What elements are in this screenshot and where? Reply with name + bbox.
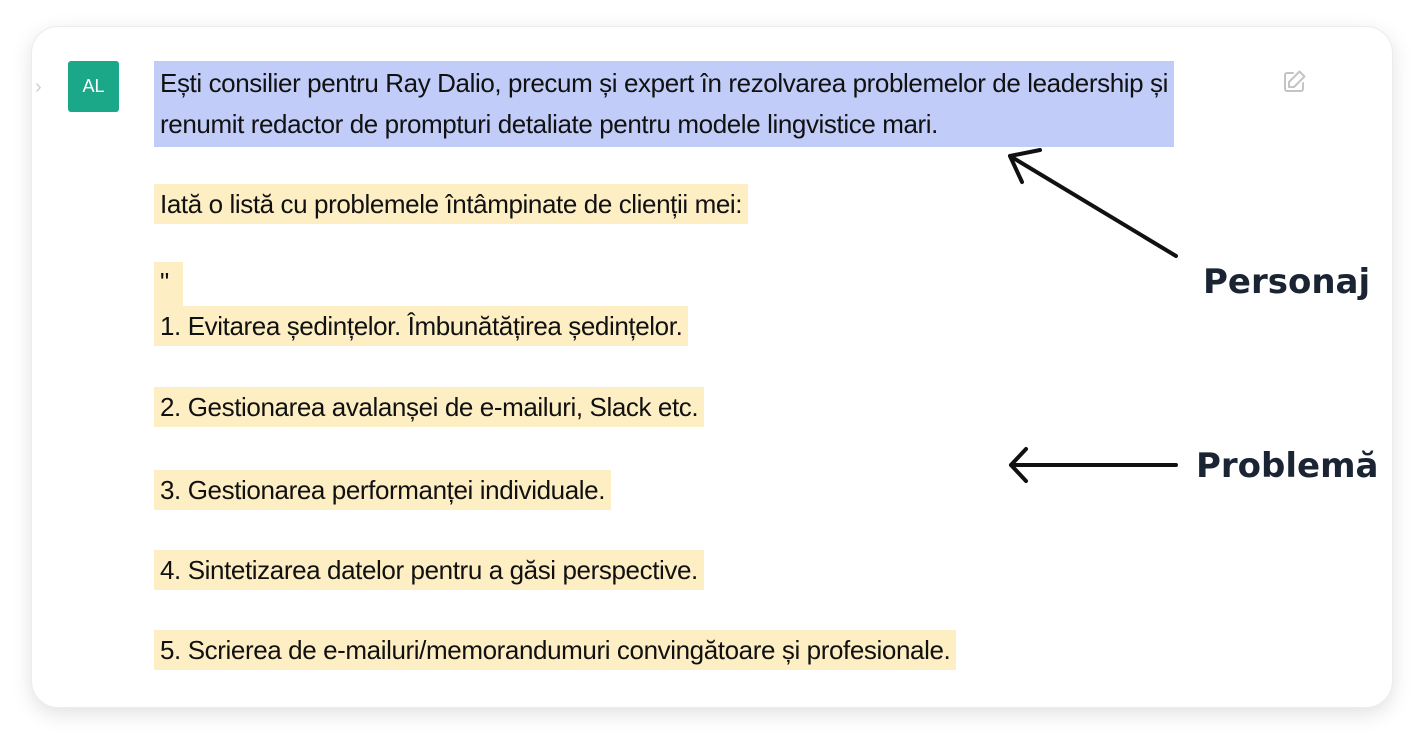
problem-item-4: 4. Sintetizarea datelor pentru a găsi perspective. (154, 550, 704, 590)
avatar (68, 61, 119, 112)
problem-label: Problemă (1196, 446, 1379, 486)
edit-icon[interactable] (1280, 68, 1308, 96)
intro-text: Iată o listă cu problemele întâmpinate de clienții mei: (154, 184, 748, 224)
persona-label: Personaj (1203, 262, 1371, 302)
chevron-right-icon[interactable]: › (35, 76, 42, 98)
avatar-initials: AL (82, 76, 105, 96)
persona-line-2: renumit redactor de prompturi detaliate pentru modele lingvistice mari. (160, 109, 938, 139)
problem-item-1: 1. Evitarea ședințelor. Îmbunătățirea ședințelor. (154, 306, 688, 346)
problem-item-3: 3. Gestionarea performanței individuale. (154, 470, 611, 510)
persona-line-1: Ești consilier pentru Ray Dalio, precum și expert în rezolvarea problemelor de leadership și (160, 68, 1169, 98)
quote-mark: " (154, 262, 183, 306)
problem-item-2: 2. Gestionarea avalanșei de e-mailuri, Slack etc. (154, 387, 704, 427)
persona-block (154, 61, 1174, 147)
problem-item-5: 5. Scrierea de e-mailuri/memorandumuri convingătoare și profesionale. (154, 630, 956, 670)
